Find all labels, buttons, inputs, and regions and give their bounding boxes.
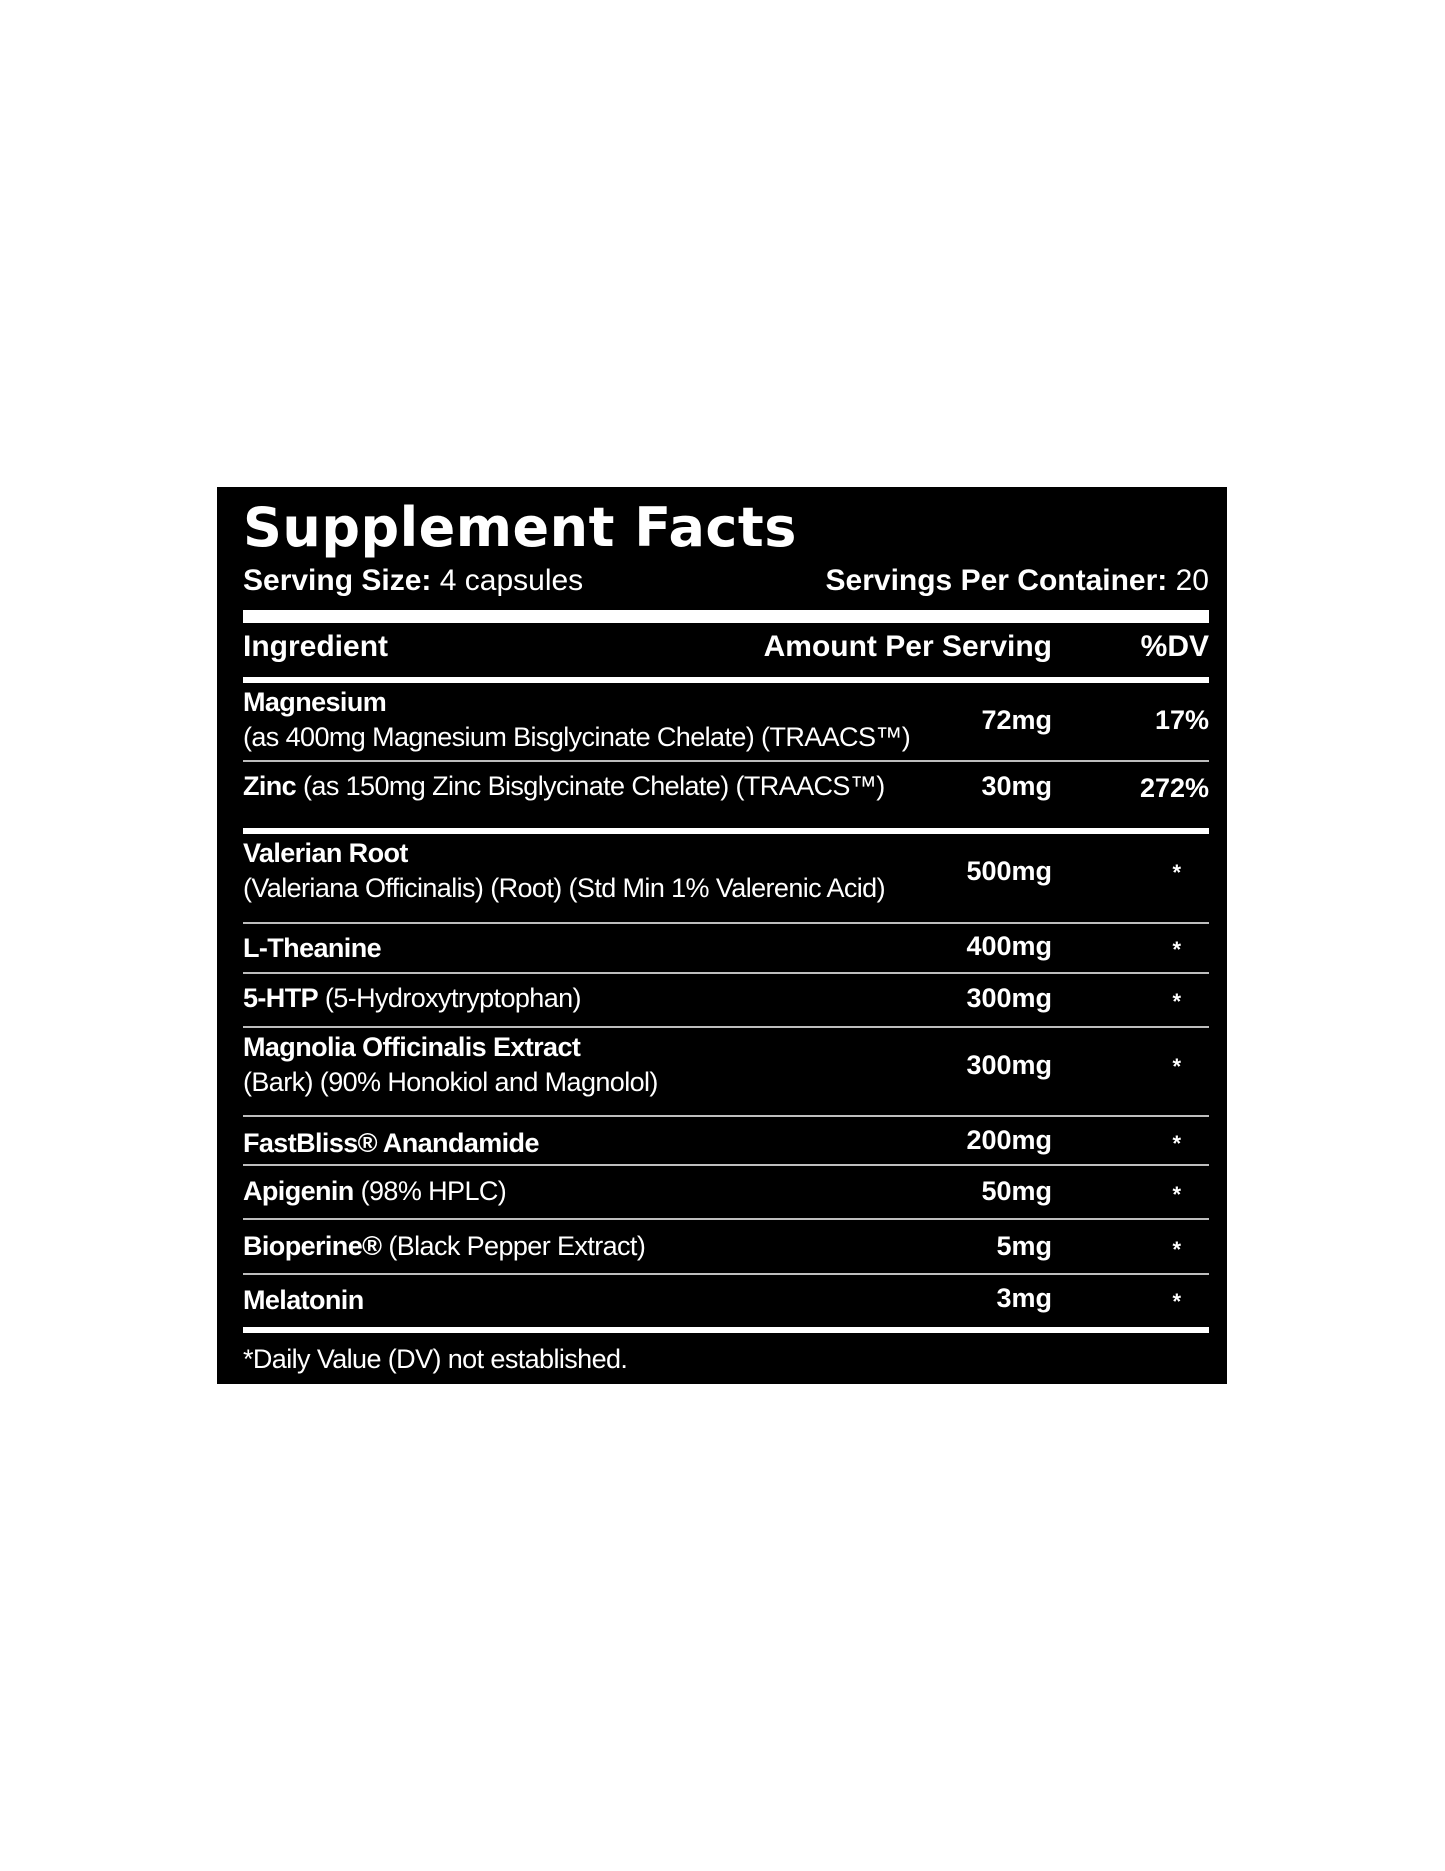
ingredient-name: 5-HTP (5-Hydroxytryptophan) (243, 983, 581, 1013)
serving-size-label: Serving Size: (243, 564, 432, 597)
ingredient-dv: * (1172, 860, 1181, 885)
serving-size (243, 561, 583, 601)
divider-thin (243, 1273, 1209, 1275)
column-header (243, 625, 1209, 669)
table-row (243, 836, 1209, 908)
footnote: *Daily Value (DV) not established. (243, 1344, 628, 1374)
divider-thin (243, 760, 1209, 762)
ingredient-name: Bioperine® (Black Pepper Extract) (243, 1231, 646, 1261)
ingredient-amount: 5mg (996, 1231, 1052, 1261)
table-row (243, 1221, 1209, 1271)
divider-medium (243, 828, 1209, 834)
divider-thick (243, 610, 1209, 623)
ingredient-detail: (Valeriana Officinalis) (Root) (Std Min 1% Valerenic Acid) (243, 873, 885, 903)
ingredient-amount: 30mg (981, 771, 1052, 801)
serving-size-value: 4 capsules (439, 564, 584, 597)
table-row (243, 1117, 1209, 1163)
serving-info (243, 561, 1209, 601)
column-ingredient: Ingredient (243, 630, 389, 663)
divider-thin (243, 1218, 1209, 1220)
ingredient-name: L-Theanine (243, 933, 382, 963)
column-dv: %DV (1140, 630, 1209, 663)
ingredient-dv: * (1172, 1237, 1181, 1262)
ingredient-dv: * (1172, 1131, 1181, 1156)
column-amount: Amount Per Serving (763, 630, 1052, 663)
ingredient-name: Magnesium (243, 687, 387, 717)
divider-thin (243, 1164, 1209, 1166)
supplement-facts-panel (217, 487, 1227, 1384)
table-row (243, 1029, 1209, 1101)
ingredient-dv: * (1172, 989, 1181, 1014)
table-row (243, 1167, 1209, 1217)
ingredient-amount: 3mg (996, 1283, 1052, 1313)
ingredient-name: Valerian Root (243, 838, 408, 868)
servings-per-container-label: Servings Per Container: (825, 564, 1168, 597)
ingredient-dv: * (1172, 1182, 1181, 1207)
ingredient-amount: 400mg (966, 931, 1052, 961)
servings-per-container-value: 20 (1175, 564, 1209, 597)
ingredient-name: Melatonin (243, 1285, 364, 1315)
ingredient-dv: 272% (1139, 773, 1209, 803)
ingredient-name: Magnolia Officinalis Extract (243, 1032, 581, 1062)
table-row (243, 974, 1209, 1024)
ingredient-detail: (Bark) (90% Honokiol and Magnolol) (243, 1067, 658, 1097)
ingredient-amount: 200mg (966, 1125, 1052, 1155)
ingredient-amount: 300mg (966, 1050, 1052, 1080)
table-row (243, 1276, 1209, 1322)
table-row (243, 763, 1209, 807)
ingredient-amount: 72mg (981, 705, 1052, 735)
servings-per-container (826, 561, 1209, 601)
table-row (243, 685, 1209, 757)
divider-medium (243, 677, 1209, 683)
ingredient-amount: 500mg (966, 856, 1052, 886)
ingredient-dv: * (1172, 937, 1181, 962)
divider-thin (243, 1026, 1209, 1028)
ingredient-name: FastBliss® Anandamide (243, 1128, 539, 1158)
ingredient-dv: * (1172, 1289, 1181, 1314)
ingredient-amount: 300mg (966, 983, 1052, 1013)
divider-medium (243, 1327, 1209, 1333)
ingredient-detail: (as 400mg Magnesium Bisglycinate Chelate) (TRAACS™) (243, 722, 911, 752)
ingredient-name: Zinc (as 150mg Zinc Bisglycinate Chelate) (TRAACS™) (243, 771, 885, 801)
label-title: Supplement Facts (243, 496, 797, 559)
ingredient-dv: 17% (1154, 705, 1209, 735)
ingredient-dv: * (1172, 1054, 1181, 1079)
table-row (243, 924, 1209, 968)
ingredient-name: Apigenin (98% HPLC) (243, 1176, 507, 1206)
ingredient-amount: 50mg (981, 1176, 1052, 1206)
